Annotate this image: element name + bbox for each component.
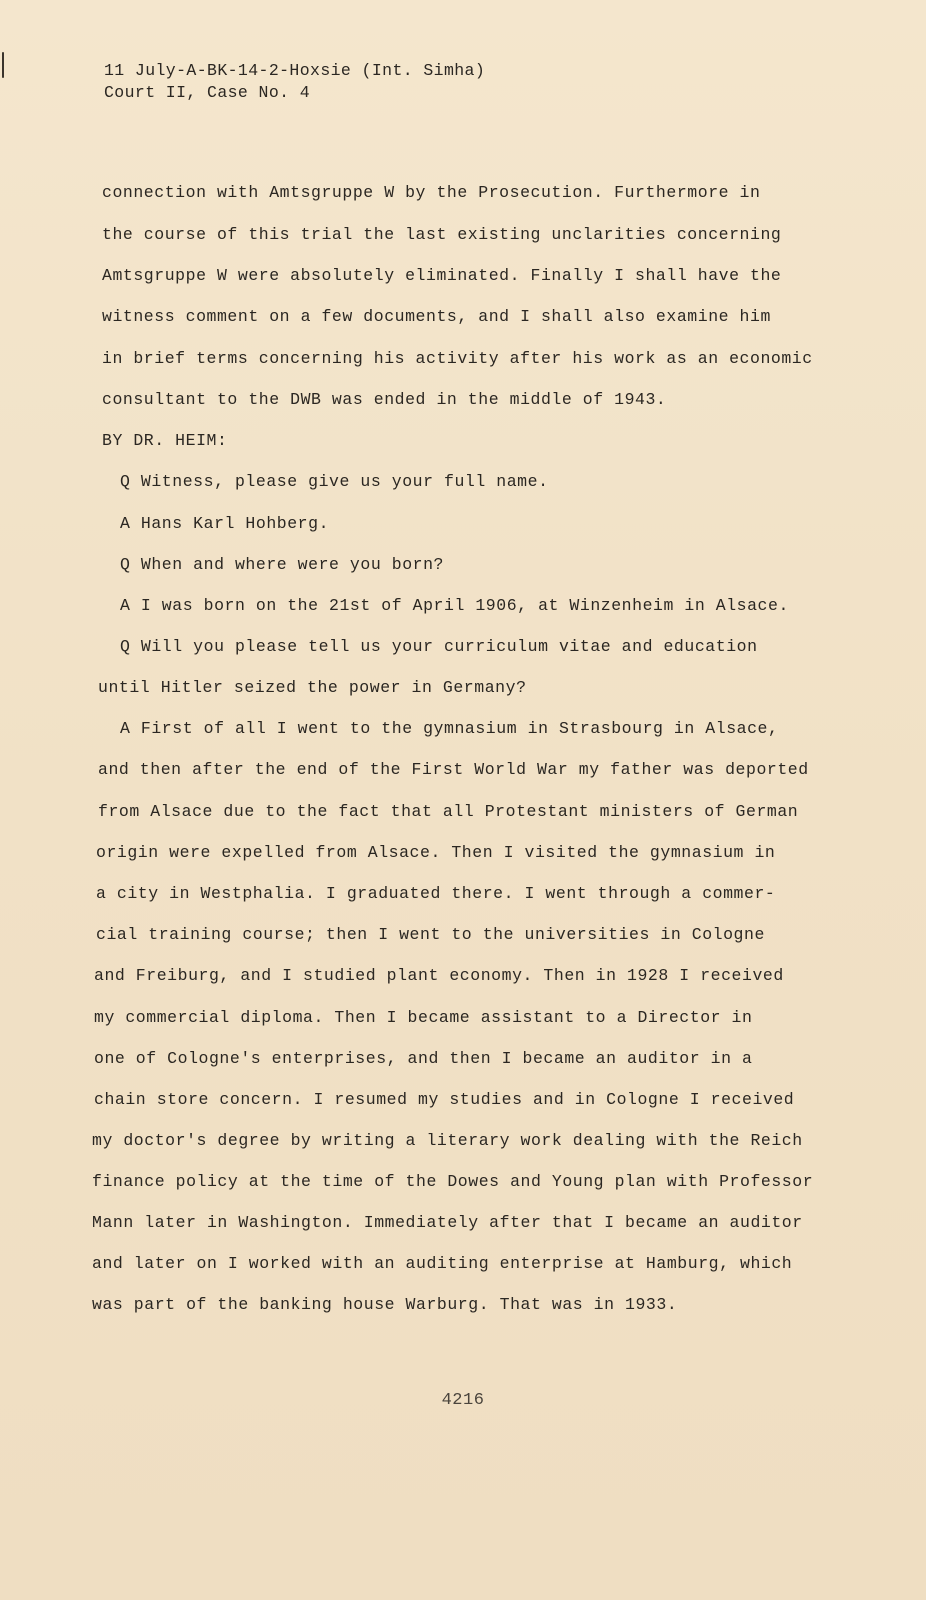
text-line: finance policy at the time of the Dowes and Young plan with Professor <box>92 1172 814 1191</box>
header-line-1: 11 July-A-BK-14-2-Hoxsie (Int. Simha) <box>104 61 486 80</box>
text-line: was part of the banking house Warburg. That was in 1933. <box>92 1295 678 1314</box>
page-number: 4216 <box>441 1391 485 1410</box>
text-line: my doctor's degree by writing a literary work dealing with the Reich <box>92 1131 803 1150</box>
text-line: witness comment on a few documents, and I shall also examine him <box>102 307 771 326</box>
text-line: chain store concern. I resumed my studies and in Cologne I received <box>94 1090 795 1109</box>
text-line: one of Cologne's enterprises, and then I became an auditor in a <box>94 1049 753 1068</box>
examiner-label: BY DR. HEIM: <box>102 431 228 450</box>
page-edge-mark <box>2 52 4 78</box>
question-line: Q Will you please tell us your curriculum vitae and education <box>120 637 758 656</box>
text-line: a city in Westphalia. I graduated there. I went through a commer- <box>96 884 776 903</box>
document-header <box>104 60 485 104</box>
answer-line: A I was born on the 21st of April 1906, at Winzenheim in Alsace. <box>120 596 789 615</box>
text-line: until Hitler seized the power in Germany? <box>98 678 527 697</box>
text-line: Amtsgruppe W were absolutely eliminated. Finally I shall have the <box>102 266 782 285</box>
text-line: consultant to the DWB was ended in the middle of 1943. <box>102 390 667 409</box>
text-line: cial training course; then I went to the universities in Cologne <box>96 925 765 944</box>
question-line: Q When and where were you born? <box>120 555 444 574</box>
text-line: my commercial diploma. Then I became assistant to a Director in <box>94 1008 753 1027</box>
text-line: and later on I worked with an auditing enterprise at Hamburg, which <box>92 1254 793 1273</box>
text-line: and then after the end of the First World War my father was deported <box>98 760 809 779</box>
text-line: connection with Amtsgruppe W by the Prosecution. Furthermore in <box>102 183 761 202</box>
text-line: from Alsace due to the fact that all Protestant ministers of German <box>98 802 799 821</box>
answer-line: A Hans Karl Hohberg. <box>120 514 330 533</box>
text-line: origin were expelled from Alsace. Then I visited the gymnasium in <box>96 843 776 862</box>
text-line: and Freiburg, and I studied plant economy. Then in 1928 I received <box>94 966 784 985</box>
text-line: in brief terms concerning his activity after his work as an economic <box>102 349 813 368</box>
header-line-2: Court II, Case No. 4 <box>104 83 311 102</box>
text-line: Mann later in Washington. Immediately after that I became an auditor <box>92 1213 803 1232</box>
question-line: Q Witness, please give us your full name. <box>120 472 549 491</box>
answer-line: A First of all I went to the gymnasium in Strasbourg in Alsace, <box>120 719 779 738</box>
text-line: the course of this trial the last existing unclarities concerning <box>102 225 782 244</box>
